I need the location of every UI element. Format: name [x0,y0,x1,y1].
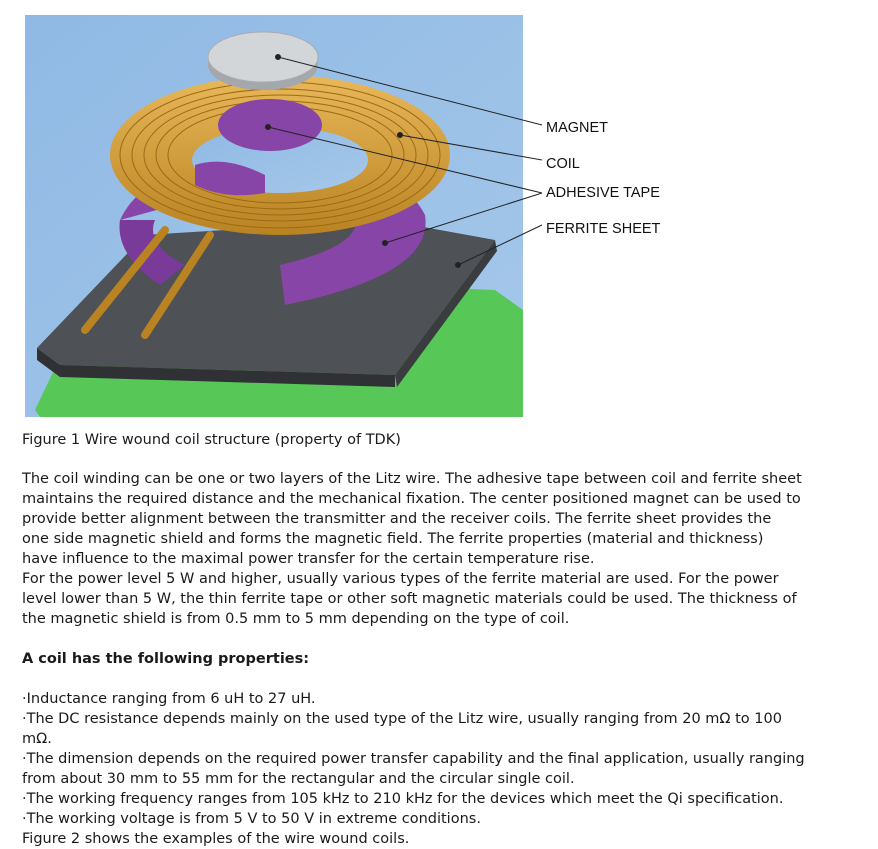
property-item: · The dimension depends on the required power transfer capability and the final application, usually ranging from about 30 mm to 55 mm for the rectangular and the circular single coil. [22,749,812,789]
properties-heading: A coil has the following properties: [22,651,310,667]
coil-structure-figure [25,15,685,417]
paragraph-1: The coil winding can be one or two layers of the Litz wire. The adhesive tape between coil and ferrite sheet maintains the required distance and the mechanical fixation. The center positioned magnet can be used to provide better alignment between the transmitter and the receiver coils. The ferrite sheet provides the one side magnetic shield and forms the magnetic field. The ferrite properties (material and thickness) have influence to the maximal power transfer for the certain temperature rise. [22,471,802,567]
label-ferrite-sheet: FERRITE SHEET [546,221,661,237]
properties-list [22,689,812,829]
paragraph-2: For the power level 5 W and higher, usually various types of the ferrite material are used. For the power level lower than 5 W, the thin ferrite tape or other soft magnetic materials could be used. The thickness of the magnetic shield is from 0.5 mm to 5 mm depending on the type of coil. [22,571,797,627]
figure-caption: Figure 1 Wire wound coil structure (property of TDK) [22,432,401,448]
property-item: · The DC resistance depends mainly on the used type of the Litz wire, usually ranging from 20 mΩ to 100 mΩ. [22,709,812,749]
closing-sentence: Figure 2 shows the examples of the wire wound coils. [22,831,410,847]
property-item: · The working frequency ranges from 105 kHz to 210 kHz for the devices which meet the Qi specification. [22,789,812,809]
property-item: · Inductance ranging from 6 uH to 27 uH. [22,689,812,709]
label-adhesive-tape: ADHESIVE TAPE [546,185,660,201]
label-magnet: MAGNET [546,120,609,136]
body-paragraphs [22,469,802,629]
property-item: · The working voltage is from 5 V to 50 V in extreme conditions. [22,809,812,829]
label-coil: COIL [546,156,580,172]
